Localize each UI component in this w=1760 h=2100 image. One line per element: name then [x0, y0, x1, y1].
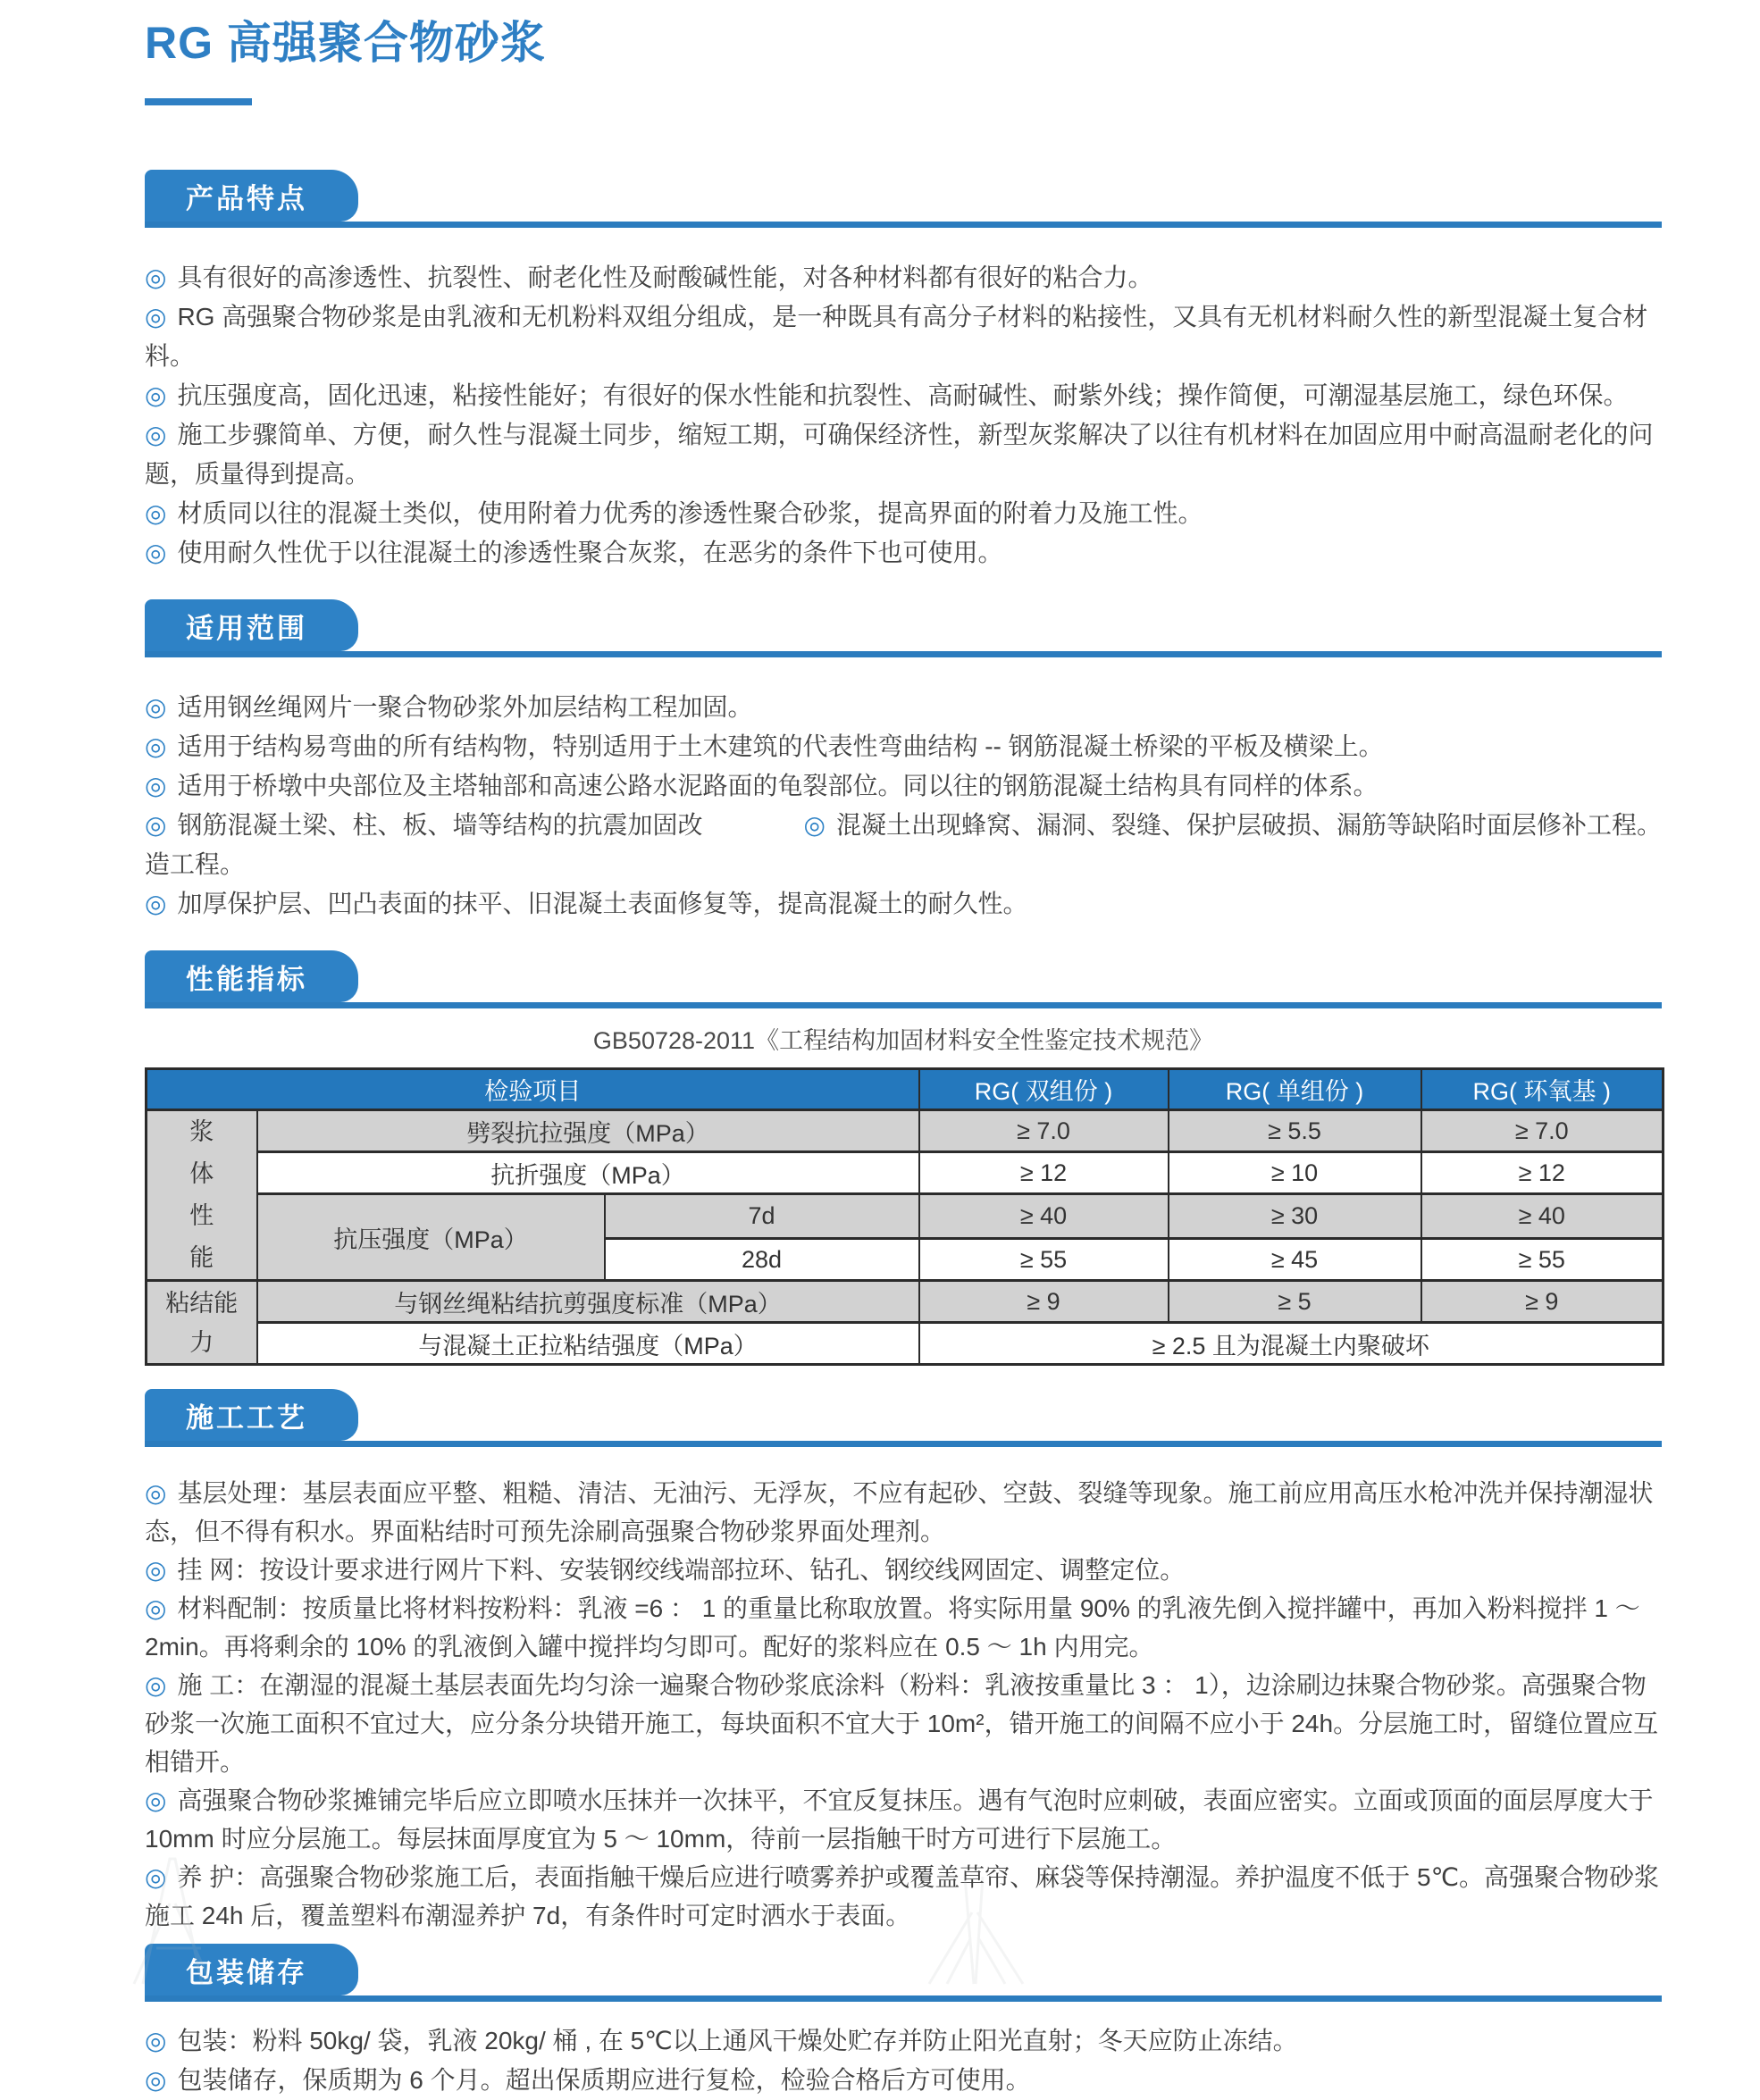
column-header-rgep: RG( 环氧基 )	[1421, 1069, 1664, 1110]
bullet-icon: ◎	[145, 1479, 167, 1507]
section-header-rule	[145, 599, 1662, 657]
section-heading: 适用范围	[186, 612, 307, 644]
list-item	[145, 1474, 1662, 1551]
section-badge-scope	[145, 599, 358, 651]
bullet-icon: ◎	[145, 1594, 167, 1622]
list-item-text: 材料配制：按质量比将材料按粉料：乳液 =6 ： 1 的重量比称取放置。将实际用量 90% 的乳液先倒入搅拌罐中，再加入粉料搅拌 1 ～ 2min。再将剩余的 10% 的乳液倒入罐中搅拌均匀即可。配好的浆料应在 0.5 ～ 1h 内用完。	[145, 1594, 1640, 1661]
list-item-text: 混凝土出现蜂窝、漏洞、裂缝、保护层破损、漏筋等缺陷时面层修补工程。	[835, 811, 1662, 839]
value-cell: ≥ 12	[919, 1152, 1169, 1194]
list-item-pair	[145, 806, 1662, 884]
list-item	[145, 1551, 1662, 1589]
bullet-icon: ◎	[145, 499, 167, 527]
list-item-text: 适用钢丝绳网片一聚合物砂浆外加层结构工程加固。	[177, 693, 753, 721]
list-item-text: 钢筋混凝土梁、柱、板、墙等结构的抗震加固改造工程。	[145, 811, 703, 878]
section-badge-performance	[145, 950, 358, 1002]
value-cell: ≥ 5.5	[1169, 1110, 1421, 1152]
value-cell: ≥ 7.0	[1421, 1110, 1664, 1152]
list-item	[145, 1666, 1662, 1781]
test-item-cell: 抗压强度（MPa）	[257, 1194, 605, 1281]
value-cell: ≥ 55	[919, 1239, 1169, 1281]
value-cell: ≥ 55	[1421, 1239, 1664, 1281]
section-heading: 施工工艺	[186, 1401, 307, 1434]
bullet-icon: ◎	[145, 2027, 167, 2054]
packaging-list	[145, 2021, 1662, 2100]
column-header-item: 检验项目	[147, 1069, 919, 1110]
list-item-text: 适用于结构易弯曲的所有结构物，特别适用于土木建筑的代表性弯曲结构 -- 钢筋混凝土桥梁的平板及横梁上。	[177, 732, 1384, 760]
page-title: RG 高强聚合物砂浆	[145, 18, 546, 68]
list-item	[145, 2061, 1662, 2100]
list-item-text: 具有很好的高渗透性、抗裂性、耐老化性及耐酸碱性能，对各种材料都有很好的粘合力。	[177, 264, 1153, 291]
list-item	[145, 1858, 1662, 1935]
column-header-rg2: RG( 双组份 )	[919, 1069, 1169, 1110]
list-item	[145, 1781, 1662, 1858]
list-item	[145, 376, 1662, 415]
section-badge-process	[145, 1389, 358, 1441]
value-cell: ≥ 40	[1421, 1194, 1664, 1239]
list-item-text: 包装储存，保质期为 6 个月。超出保质期应进行复检，检验合格后方可使用。	[177, 2066, 1031, 2094]
bullet-icon: ◎	[145, 381, 167, 409]
list-item-text: 加厚保护层、凹凸表面的抹平、旧混凝土表面修复等，提高混凝土的耐久性。	[177, 890, 1028, 917]
table-row	[147, 1152, 1664, 1194]
test-item-cell: 与钢丝绳粘结抗剪强度标准（MPa）	[257, 1281, 919, 1323]
bullet-icon: ◎	[145, 890, 167, 917]
title-underline	[145, 98, 252, 105]
bullet-icon: ◎	[145, 1556, 167, 1584]
test-item-cell: 抗折强度（MPa）	[257, 1152, 919, 1194]
list-item	[145, 766, 1662, 806]
bullet-icon: ◎	[145, 811, 167, 839]
section-header-rule	[145, 950, 1662, 1008]
list-item-text: 材质同以往的混凝土类似，使用附着力优秀的渗透性聚合砂浆，提高界面的附着力及施工性。	[177, 499, 1203, 527]
age-cell: 28d	[605, 1239, 919, 1281]
row-group-label: 粘结能力	[147, 1281, 257, 1365]
list-item-text: 施 工：在潮湿的混凝土基层表面先均匀涂一遍聚合物砂浆底涂料（粉料：乳液按重量比 3 ： 1），边涂刷边抹聚合物砂浆。高强聚合物砂浆一次施工面积不宜过大，应分条分块错开施工，每块面积不宜大于 10m²，错开施工的间隔不应小于 24h。分层施工时，留缝位置应互相错开。	[145, 1671, 1659, 1776]
table-row	[147, 1194, 1664, 1239]
value-cell: ≥ 9	[1421, 1281, 1664, 1323]
merged-value-cell: ≥ 2.5 且为混凝土内聚破坏	[919, 1323, 1664, 1365]
list-item	[145, 258, 1662, 297]
bullet-icon: ◎	[145, 421, 167, 448]
bullet-icon: ◎	[145, 303, 167, 330]
value-cell: ≥ 12	[1421, 1152, 1664, 1194]
features-list	[145, 258, 1662, 573]
bullet-icon: ◎	[145, 732, 167, 760]
list-item	[145, 688, 1662, 727]
list-item-text: 养 护：高强聚合物砂浆施工后，表面指触干燥后应进行喷雾养护或覆盖草帘、麻袋等保持潮湿。养护温度不低于 5℃。高强聚合物砂浆施工 24h 后，覆盖塑料布潮湿养护 7d，有条件时可定时洒水于表面。	[145, 1863, 1660, 1929]
bullet-icon: ◎	[145, 2066, 167, 2094]
table-row	[147, 1281, 1664, 1323]
section-badge-features	[145, 170, 358, 222]
bullet-icon: ◎	[145, 693, 167, 721]
section-header-rule	[145, 1944, 1662, 2002]
value-cell: ≥ 40	[919, 1194, 1169, 1239]
list-item-text: 基层处理：基层表面应平整、粗糙、清洁、无油污、无浮灰，不应有起砂、空鼓、裂缝等现象。施工前应用高压水枪冲洗并保持潮湿状态，但不得有积水。界面粘结时可预先涂刷高强聚合物砂浆界面处理剂。	[145, 1479, 1654, 1545]
value-cell: ≥ 9	[919, 1281, 1169, 1323]
bullet-icon: ◎	[145, 1671, 167, 1699]
age-cell: 7d	[605, 1194, 919, 1239]
list-item-text: 挂 网：按设计要求进行网片下料、安装钢绞线端部拉环、钻孔、钢绞线网固定、调整定位。	[177, 1556, 1186, 1584]
section-packaging	[145, 1944, 1662, 2100]
section-features	[145, 170, 1662, 573]
list-item	[145, 806, 725, 884]
list-item	[145, 727, 1662, 766]
bullet-icon: ◎	[145, 1863, 167, 1891]
bullet-icon: ◎	[145, 1786, 167, 1814]
list-item	[145, 297, 1662, 376]
row-group-label: 浆体性能	[147, 1110, 257, 1281]
section-heading: 性能指标	[186, 963, 307, 995]
list-item	[145, 1589, 1662, 1666]
list-item	[145, 2021, 1662, 2061]
list-item	[804, 806, 1662, 884]
test-item-cell: 劈裂抗拉强度（MPa）	[257, 1110, 919, 1152]
list-item-text: RG 高强聚合物砂浆是由乳液和无机粉料双组分组成，是一种既具有高分子材料的粘接性，又具有无机材料耐久性的新型混凝土复合材料。	[145, 303, 1648, 370]
list-item-text: 高强聚合物砂浆摊铺完毕后应立即喷水压抹并一次抹平，不宜反复抹压。遇有气泡时应刺破，表面应密实。立面或顶面的面层厚度大于 10mm 时应分层施工。每层抹面厚度宜为 5 ～ 10mm，待前一层指触干时方可进行下层施工。	[145, 1786, 1654, 1853]
test-item-cell: 与混凝土正拉粘结强度（MPa）	[257, 1323, 919, 1365]
table-header-row	[147, 1069, 1664, 1110]
section-badge-packaging	[145, 1944, 358, 1995]
list-item-text: 施工步骤简单、方便，耐久性与混凝土同步，缩短工期，可确保经济性，新型灰浆解决了以往有机材料在加固应用中耐高温耐老化的问题，质量得到提高。	[145, 421, 1654, 488]
section-heading: 产品特点	[186, 182, 307, 214]
value-cell: ≥ 5	[1169, 1281, 1421, 1323]
list-item	[145, 415, 1662, 494]
column-header-rg1: RG( 单组份 )	[1169, 1069, 1421, 1110]
performance-table	[145, 1067, 1664, 1366]
section-header-rule	[145, 1389, 1662, 1447]
bullet-icon: ◎	[145, 539, 167, 566]
table-standard-note: GB50728-2011《工程结构加固材料安全性鉴定技术规范》	[592, 1027, 1214, 1054]
value-cell: ≥ 7.0	[919, 1110, 1169, 1152]
list-item-text: 适用于桥墩中央部位及主塔轴部和高速公路水泥路面的龟裂部位。同以往的钢筋混凝土结构具有同样的体系。	[177, 772, 1379, 799]
section-header-rule	[145, 170, 1662, 228]
section-heading: 包装储存	[186, 1956, 307, 1988]
list-item-text: 使用耐久性优于以往混凝土的渗透性聚合灰浆，在恶劣的条件下也可使用。	[177, 539, 1003, 566]
bullet-icon: ◎	[145, 264, 167, 291]
list-item	[145, 494, 1662, 533]
scope-list	[145, 688, 1662, 924]
value-cell: ≥ 30	[1169, 1194, 1421, 1239]
section-scope	[145, 599, 1662, 924]
bullet-icon: ◎	[145, 772, 167, 799]
section-performance	[145, 950, 1662, 1366]
value-cell: ≥ 10	[1169, 1152, 1421, 1194]
value-cell: ≥ 45	[1169, 1239, 1421, 1281]
list-item-text: 包装：粉料 50kg/ 袋，乳液 20kg/ 桶 , 在 5℃以上通风干燥处贮存并防止阳光直射；冬天应防止冻结。	[177, 2027, 1298, 2054]
process-list	[145, 1474, 1662, 1935]
list-item	[145, 533, 1662, 573]
table-row	[147, 1323, 1664, 1365]
section-process	[145, 1389, 1662, 1935]
list-item	[145, 884, 1662, 924]
list-item-text: 抗压强度高，固化迅速，粘接性能好；有很好的保水性能和抗裂性、高耐碱性、耐紫外线；操作简便，可潮湿基层施工，绿色环保。	[177, 381, 1629, 409]
table-row	[147, 1110, 1664, 1152]
bullet-icon: ◎	[803, 811, 826, 839]
